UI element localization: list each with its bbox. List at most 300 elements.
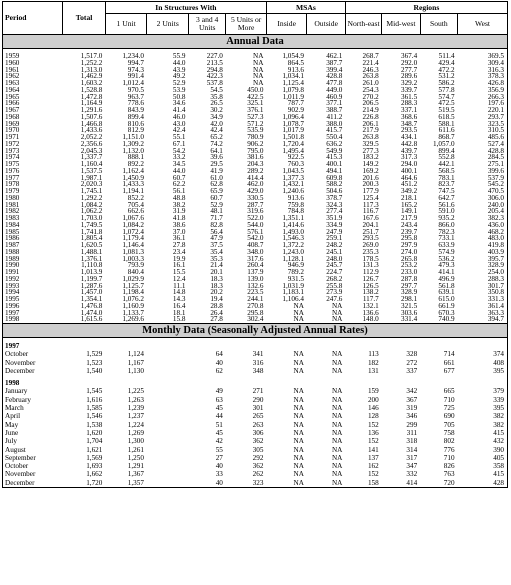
value-cell: 48.1 — [210, 207, 223, 216]
two-units-header: 2 Units — [147, 14, 189, 35]
value-cell: 586.2 — [438, 79, 455, 87]
value-cell: 733.1 — [438, 234, 455, 243]
value-cell: 387.7 — [326, 58, 343, 67]
value-cell: 275.1 — [487, 160, 504, 168]
value-cell: 53.9 — [172, 85, 186, 94]
value-cell: 224.7 — [326, 268, 343, 276]
value-cell: 28.8 — [210, 301, 223, 310]
table-row — [3, 367, 508, 375]
value-cell: 311 — [406, 428, 418, 437]
value-cell: NA — [331, 453, 343, 462]
table-row — [3, 316, 508, 323]
value-cell: 379 — [493, 387, 504, 396]
value-cell: 18.3 — [210, 281, 223, 290]
value-cell: 414 — [406, 478, 418, 487]
value-cell: 46.0 — [172, 112, 186, 121]
empty-cell — [147, 396, 189, 404]
value-cell: 408.7 — [247, 241, 264, 249]
value-cell: 306 — [252, 428, 264, 437]
table-row — [3, 470, 508, 478]
value-cell: 470.5 — [487, 187, 504, 195]
value-cell: 200.3 — [362, 180, 379, 189]
value-cell: 381.6 — [247, 153, 264, 162]
value-cell: 277.7 — [400, 65, 418, 74]
value-cell: 588.1 — [438, 119, 455, 128]
value-cell: 892.2 — [127, 160, 144, 168]
value-cell: 34.9 — [210, 112, 223, 121]
value-cell: 1,003.3 — [122, 254, 144, 263]
value-cell: 182 — [367, 358, 379, 367]
value-cell: 65.9 — [210, 187, 223, 195]
value-cell: 15.5 — [172, 268, 186, 276]
value-cell: 1,462.9 — [80, 72, 103, 81]
empty-cell — [226, 342, 267, 350]
value-cell: 113 — [368, 350, 379, 359]
value-cell: 1,239 — [127, 404, 144, 413]
month-cell: November — [5, 470, 36, 479]
value-cell: 329.2 — [400, 79, 418, 87]
value-cell: 1,291.6 — [80, 106, 103, 114]
period-cell: 1976 — [5, 166, 20, 175]
value-cell: 377.1 — [326, 99, 343, 108]
value-cell: 19.9 — [172, 254, 186, 263]
period-cell: 1993 — [5, 281, 20, 290]
northeast-header: North-east — [345, 14, 381, 35]
inside-header: Inside — [266, 14, 307, 35]
value-cell: 233.0 — [400, 268, 418, 276]
value-cell: 265.8 — [400, 254, 418, 263]
period-cell: 1967 — [5, 106, 20, 114]
value-cell: 1,474.0 — [80, 308, 103, 317]
period-cell: 1983 — [5, 214, 20, 222]
value-cell: 65.2 — [210, 133, 223, 141]
value-cell: 504.6 — [326, 187, 343, 195]
monthly-data-table — [2, 338, 508, 488]
value-cell: 1,067.6 — [122, 214, 144, 222]
period-cell: 1975 — [5, 160, 20, 168]
period-cell: 1988 — [5, 247, 20, 256]
value-cell: 899.4 — [438, 146, 455, 155]
value-cell: 395 — [493, 404, 504, 413]
value-cell: 112.9 — [362, 268, 379, 276]
value-cell: 428.8 — [326, 72, 343, 81]
value-cell: 411.2 — [326, 112, 343, 121]
value-cell: 935.2 — [438, 214, 455, 222]
value-cell: 1,167 — [127, 358, 144, 367]
value-cell: 460.9 — [326, 92, 343, 101]
empty-cell — [188, 379, 225, 387]
value-cell: NA — [331, 478, 343, 487]
value-cell: 317 — [406, 453, 418, 462]
value-cell: 403.9 — [487, 247, 504, 256]
value-cell: 415.7 — [326, 126, 343, 135]
value-cell: 519.5 — [438, 106, 455, 114]
value-cell: 27 — [215, 453, 223, 462]
value-cell: 55 — [215, 445, 223, 454]
value-cell: 414.1 — [438, 268, 455, 276]
value-cell: 48.8 — [172, 193, 186, 202]
value-cell: 1,078.7 — [282, 119, 304, 128]
value-cell: 263.8 — [362, 133, 379, 141]
value-cell: 1,620.5 — [80, 241, 103, 249]
value-cell: NA — [293, 358, 304, 367]
value-cell: 789.2 — [287, 268, 304, 276]
value-cell: 293.5 — [400, 126, 418, 135]
value-cell: 1,745.1 — [80, 187, 103, 195]
value-cell: NA — [293, 478, 304, 487]
value-cell: 390 — [493, 445, 504, 454]
value-cell: 946.9 — [287, 261, 304, 270]
value-cell: 1,237 — [127, 412, 144, 421]
value-cell: 323.5 — [487, 119, 504, 128]
value-cell: 12.4 — [172, 274, 186, 283]
month-cell: June — [5, 428, 19, 437]
value-cell: NA — [331, 315, 343, 324]
value-cell: 342 — [406, 387, 418, 396]
value-cell: 117.7 — [362, 295, 379, 303]
value-cell: 810.6 — [127, 119, 144, 128]
value-cell: 34.5 — [172, 160, 186, 168]
value-cell: 690 — [443, 412, 455, 421]
value-cell: 451.2 — [400, 180, 418, 189]
value-cell: 306.0 — [487, 193, 504, 202]
value-cell: 248.0 — [326, 254, 343, 263]
empty-cell — [147, 462, 189, 470]
value-cell: 483.0 — [487, 234, 504, 243]
value-cell: 468.2 — [487, 227, 504, 236]
value-cell: 906.2 — [247, 139, 264, 148]
value-cell: 62 — [215, 366, 223, 375]
empty-cell — [147, 350, 189, 358]
period-cell: 1978 — [5, 180, 20, 189]
value-cell: 330.5 — [247, 193, 264, 202]
value-cell: 472.2 — [438, 65, 455, 74]
value-cell: 400.1 — [400, 166, 418, 175]
value-cell: 204.1 — [362, 220, 379, 229]
value-cell: 350.8 — [487, 288, 504, 297]
value-cell: 1,615.6 — [80, 315, 103, 324]
value-cell: 310.5 — [487, 126, 504, 135]
value-cell: 705 — [443, 420, 455, 429]
value-cell: 63 — [215, 395, 223, 404]
period-cell: 1979 — [5, 187, 20, 195]
value-cell: 149.2 — [362, 160, 379, 168]
value-cell: 374 — [493, 350, 504, 359]
regions-group-header: Regions — [345, 2, 507, 14]
value-cell: 415.3 — [326, 153, 343, 162]
value-cell: 38.2 — [172, 200, 186, 209]
empty-cell — [266, 342, 307, 350]
value-cell: 60.7 — [172, 173, 186, 182]
value-cell: 843.9 — [127, 106, 144, 114]
value-cell: 43.9 — [172, 65, 186, 74]
value-cell: 1,805.4 — [80, 234, 103, 243]
value-cell: 226.8 — [362, 112, 379, 121]
value-cell: NA — [331, 470, 343, 479]
value-cell: 1,620 — [86, 428, 103, 437]
value-cell: 382 — [493, 412, 504, 421]
msas-group-header: MSAs — [266, 2, 345, 14]
empty-cell — [307, 379, 345, 387]
value-cell: 16.4 — [172, 301, 186, 310]
value-cell: 388.0 — [326, 119, 343, 128]
value-cell: 1,054.9 — [282, 52, 304, 60]
value-cell: 2,356.6 — [80, 139, 103, 148]
midwest-header: Mid-west — [382, 14, 420, 35]
value-cell: 1,125.4 — [282, 79, 304, 87]
empty-cell — [147, 359, 189, 367]
value-cell: 527.4 — [487, 139, 504, 148]
south-header: South — [420, 14, 457, 35]
value-cell: 131 — [367, 366, 379, 375]
value-cell: 795.0 — [247, 146, 264, 155]
value-cell: 148.0 — [362, 315, 379, 324]
value-cell: 1,495.4 — [282, 146, 304, 155]
value-cell: 152 — [367, 437, 379, 446]
value-cell: 159 — [367, 387, 379, 396]
value-cell: 710 — [443, 453, 455, 462]
value-cell: 33 — [215, 470, 223, 479]
value-cell: 217.9 — [362, 126, 379, 135]
value-cell: 132.6 — [247, 281, 264, 290]
month-cell: November — [5, 358, 36, 367]
value-cell: 759.8 — [287, 200, 304, 209]
value-cell: 270.2 — [362, 92, 379, 101]
value-cell: 1,351.1 — [282, 214, 304, 222]
value-cell: 477.8 — [326, 79, 343, 87]
value-cell: 351.9 — [326, 214, 343, 222]
value-cell: 1,072.4 — [122, 227, 144, 236]
value-cell: 261.0 — [362, 79, 379, 87]
value-cell: 414.4 — [247, 173, 264, 182]
value-cell: 544.0 — [247, 220, 264, 229]
value-cell: 1,313.0 — [80, 65, 103, 74]
value-cell: 138.2 — [362, 288, 379, 297]
value-cell: 428.8 — [487, 146, 504, 155]
value-cell: NA — [253, 79, 264, 87]
value-cell: 67.1 — [172, 139, 186, 148]
value-cell: NA — [253, 72, 264, 81]
value-cell: 793.9 — [127, 261, 144, 270]
value-cell: 974.3 — [127, 65, 144, 74]
value-cell: 568.5 — [438, 166, 455, 175]
value-cell: 1,507.6 — [80, 112, 103, 121]
value-cell: 287.7 — [247, 200, 264, 209]
value-cell: 714 — [443, 350, 455, 359]
value-cell: 128 — [367, 412, 379, 421]
period-cell: 1991 — [5, 268, 20, 276]
table-header — [2, 1, 508, 35]
value-cell: 139.0 — [247, 274, 264, 283]
outside-header: Outside — [307, 14, 345, 35]
value-cell: 1,062.2 — [80, 207, 103, 216]
value-cell: 784.8 — [287, 207, 304, 216]
value-cell: 710 — [443, 395, 455, 404]
value-cell: 776 — [443, 445, 455, 454]
value-cell: 549.9 — [326, 146, 343, 155]
value-cell: 826 — [443, 462, 455, 471]
period-cell: 1997 — [5, 308, 20, 317]
value-cell: 251.7 — [362, 227, 379, 236]
value-cell: 323 — [252, 478, 264, 487]
value-cell: 747.5 — [438, 187, 455, 195]
value-cell: 42.4 — [210, 126, 223, 135]
value-cell: 436.0 — [487, 220, 504, 229]
value-cell: 1,034.1 — [282, 72, 304, 81]
monthly-section-title: Monthly Data (Seasonally Adjusted Annual Rates) — [2, 323, 508, 338]
value-cell: 1,337.7 — [80, 153, 103, 162]
value-cell: 246.3 — [362, 65, 379, 74]
value-cell: 18.3 — [210, 274, 223, 283]
value-cell: 265 — [252, 412, 264, 421]
value-cell: 321.5 — [400, 301, 418, 310]
value-cell: 368.6 — [400, 112, 418, 121]
month-cell: October — [5, 350, 29, 359]
empty-cell — [345, 342, 381, 350]
value-cell: 362 — [252, 462, 264, 471]
value-cell: 14.8 — [172, 288, 186, 297]
empty-cell — [147, 342, 189, 350]
table-row — [3, 429, 508, 437]
value-cell: 618.5 — [438, 112, 455, 121]
period-cell: 1992 — [5, 274, 20, 283]
value-cell: 297.9 — [400, 241, 418, 249]
value-cell: 260.4 — [247, 261, 264, 270]
value-cell: 422.5 — [247, 92, 264, 101]
table-row — [3, 437, 508, 445]
value-cell: 591.0 — [438, 207, 455, 216]
value-cell: 1,493.0 — [282, 227, 304, 236]
value-cell: 449.0 — [326, 85, 343, 94]
value-cell: 245.1 — [326, 247, 343, 256]
value-cell: 273.9 — [326, 288, 343, 297]
value-cell: 677 — [443, 366, 455, 375]
value-cell: 294.0 — [400, 160, 418, 168]
value-cell: 408 — [493, 358, 504, 367]
value-cell: 339 — [493, 395, 504, 404]
value-cell: 1,084.2 — [80, 200, 103, 209]
value-cell: 26.5 — [210, 99, 223, 108]
value-cell: 288.3 — [487, 274, 504, 283]
period-cell: 1980 — [5, 193, 20, 202]
value-cell: NA — [293, 301, 304, 310]
value-cell: 314 — [406, 445, 418, 454]
value-cell: 550.4 — [326, 133, 343, 141]
value-cell: 1,585 — [86, 404, 103, 413]
value-cell: 913.6 — [287, 65, 304, 74]
value-cell: NA — [331, 445, 343, 454]
value-cell: 295.8 — [247, 308, 264, 317]
value-cell: 15.8 — [172, 315, 186, 324]
value-cell: 783.1 — [438, 173, 455, 182]
value-cell: 363.3 — [487, 308, 504, 317]
value-cell: 1,741.8 — [80, 227, 103, 236]
value-cell: 378.7 — [326, 193, 343, 202]
value-cell: 35.3 — [210, 254, 223, 263]
value-cell: 14.3 — [172, 295, 186, 303]
value-cell: 328.9 — [487, 261, 504, 270]
period-cell: 1995 — [5, 295, 20, 303]
value-cell: 52.9 — [172, 79, 186, 87]
value-cell: 1,132.0 — [122, 146, 144, 155]
value-cell: 1,125.7 — [122, 281, 144, 290]
value-cell: 60.7 — [210, 193, 223, 202]
empty-cell — [266, 379, 307, 387]
value-cell: 394.7 — [487, 315, 504, 324]
value-cell: 266.3 — [487, 92, 504, 101]
value-cell: NA — [293, 420, 304, 429]
value-cell: 169.2 — [362, 166, 379, 175]
value-cell: 1,621 — [86, 445, 103, 454]
value-cell: 287.8 — [400, 274, 418, 283]
value-cell: 341 — [252, 350, 264, 359]
value-cell: 21.4 — [210, 261, 223, 270]
value-cell: 395 — [493, 366, 504, 375]
period-cell: 1998 — [5, 315, 20, 324]
value-cell: 204.3 — [247, 160, 264, 168]
value-cell: 317.3 — [400, 153, 418, 162]
value-cell: 1,720.4 — [282, 139, 304, 148]
value-cell: 382 — [493, 420, 504, 429]
value-cell: 1,529 — [86, 350, 103, 359]
value-cell: 661.9 — [438, 301, 455, 310]
value-cell: 42.0 — [210, 119, 223, 128]
period-cell: 1969 — [5, 119, 20, 128]
value-cell: 337.1 — [400, 106, 418, 114]
value-cell: 346 — [406, 412, 418, 421]
value-cell: NA — [293, 437, 304, 446]
value-cell: 994.7 — [127, 58, 144, 67]
value-cell: 40 — [215, 358, 223, 367]
value-cell: NA — [293, 462, 304, 471]
value-cell: NA — [331, 301, 343, 310]
empty-cell — [420, 379, 457, 387]
value-cell: 1,146.4 — [122, 241, 144, 249]
value-cell: 1,269 — [127, 428, 144, 437]
value-cell: 1,540 — [86, 366, 103, 375]
value-cell: 44 — [215, 412, 223, 421]
value-cell: 55.1 — [172, 133, 186, 141]
period-cell: 1968 — [5, 112, 20, 121]
value-cell: 27.8 — [210, 315, 223, 324]
value-cell: 20.1 — [210, 268, 223, 276]
empty-cell — [147, 479, 189, 488]
year-label: 1998 — [5, 379, 20, 388]
value-cell: 295.8 — [400, 234, 418, 243]
month-cell: March — [5, 404, 24, 413]
value-cell: 888.1 — [127, 153, 144, 162]
value-cell: 19.4 — [210, 295, 223, 303]
value-cell: 197.6 — [487, 99, 504, 108]
value-cell: 131.3 — [362, 261, 379, 270]
value-cell: 305 — [252, 445, 264, 454]
value-cell: 429.0 — [247, 187, 264, 195]
value-cell: 324.3 — [326, 200, 343, 209]
value-cell: 868.7 — [438, 133, 455, 141]
value-cell: 206.5 — [362, 99, 379, 108]
value-cell: 1,133.7 — [122, 308, 144, 317]
value-cell: 268.2 — [326, 274, 343, 283]
value-cell: 294.8 — [206, 65, 223, 74]
empty-cell — [105, 342, 147, 350]
empty-cell — [226, 379, 267, 387]
value-cell: 136 — [367, 428, 379, 437]
value-cell: 367 — [406, 395, 418, 404]
value-cell: 240.0 — [487, 200, 504, 209]
empty-cell — [345, 379, 381, 387]
value-cell: 1,076.2 — [122, 295, 144, 303]
value-cell: 415 — [493, 470, 504, 479]
